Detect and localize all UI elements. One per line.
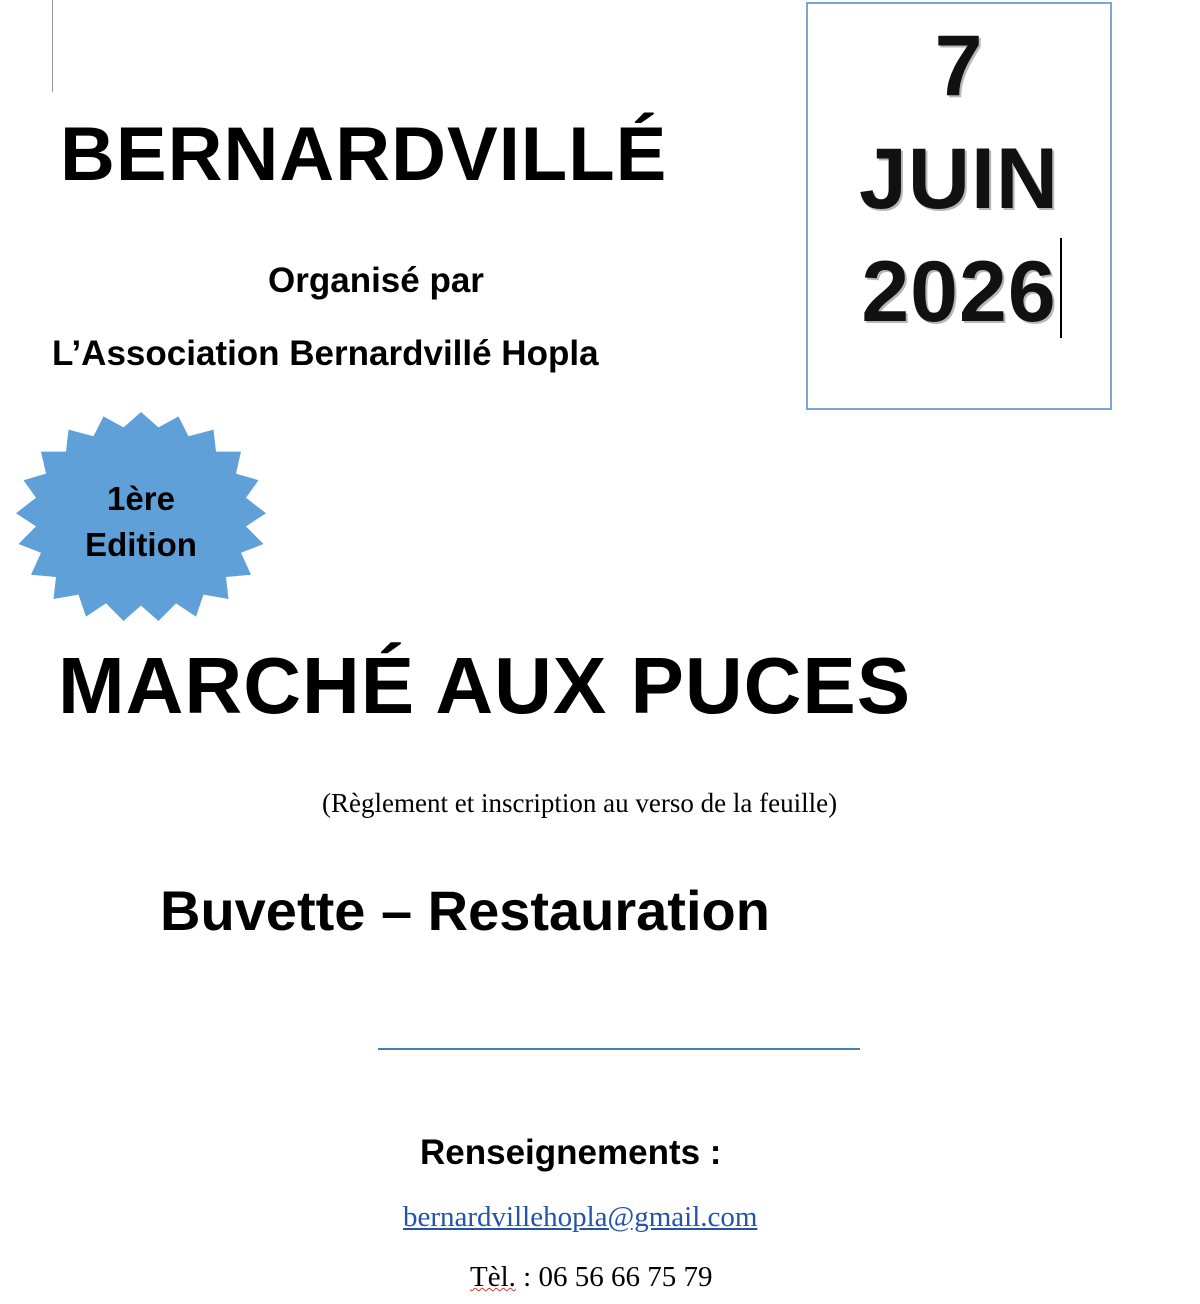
page-title: BERNARDVILLÉ	[60, 112, 668, 197]
date-year: 2026	[861, 244, 1057, 340]
date-month: JUIN	[859, 131, 1059, 227]
edition-badge	[16, 412, 266, 632]
association-name: L’Association Bernardvillé Hopla	[52, 334, 599, 373]
left-margin-rule	[52, 0, 53, 92]
organised-by-label: Organisé par	[268, 261, 484, 300]
event-title: MARCHÉ AUX PUCES	[58, 641, 912, 730]
text-cursor-caret	[1060, 238, 1062, 338]
edition-badge-line1: 1ère	[107, 480, 175, 517]
email-link[interactable]: bernardvillehopla@gmail.com	[403, 1201, 758, 1233]
phone-line	[470, 1258, 712, 1296]
edition-badge-text	[16, 412, 266, 632]
phone-label: Tèl.	[470, 1261, 516, 1293]
date-box	[806, 2, 1112, 410]
edition-badge-line2: Edition	[85, 526, 197, 563]
refreshments-line: Buvette – Restauration	[160, 879, 770, 942]
date-day: 7	[934, 18, 984, 114]
rules-note: (Règlement et inscription au verso de la feuille)	[322, 788, 838, 818]
info-heading: Renseignements :	[420, 1133, 722, 1172]
phone-number: : 06 56 66 75 79	[523, 1261, 713, 1293]
section-divider	[378, 1048, 860, 1050]
